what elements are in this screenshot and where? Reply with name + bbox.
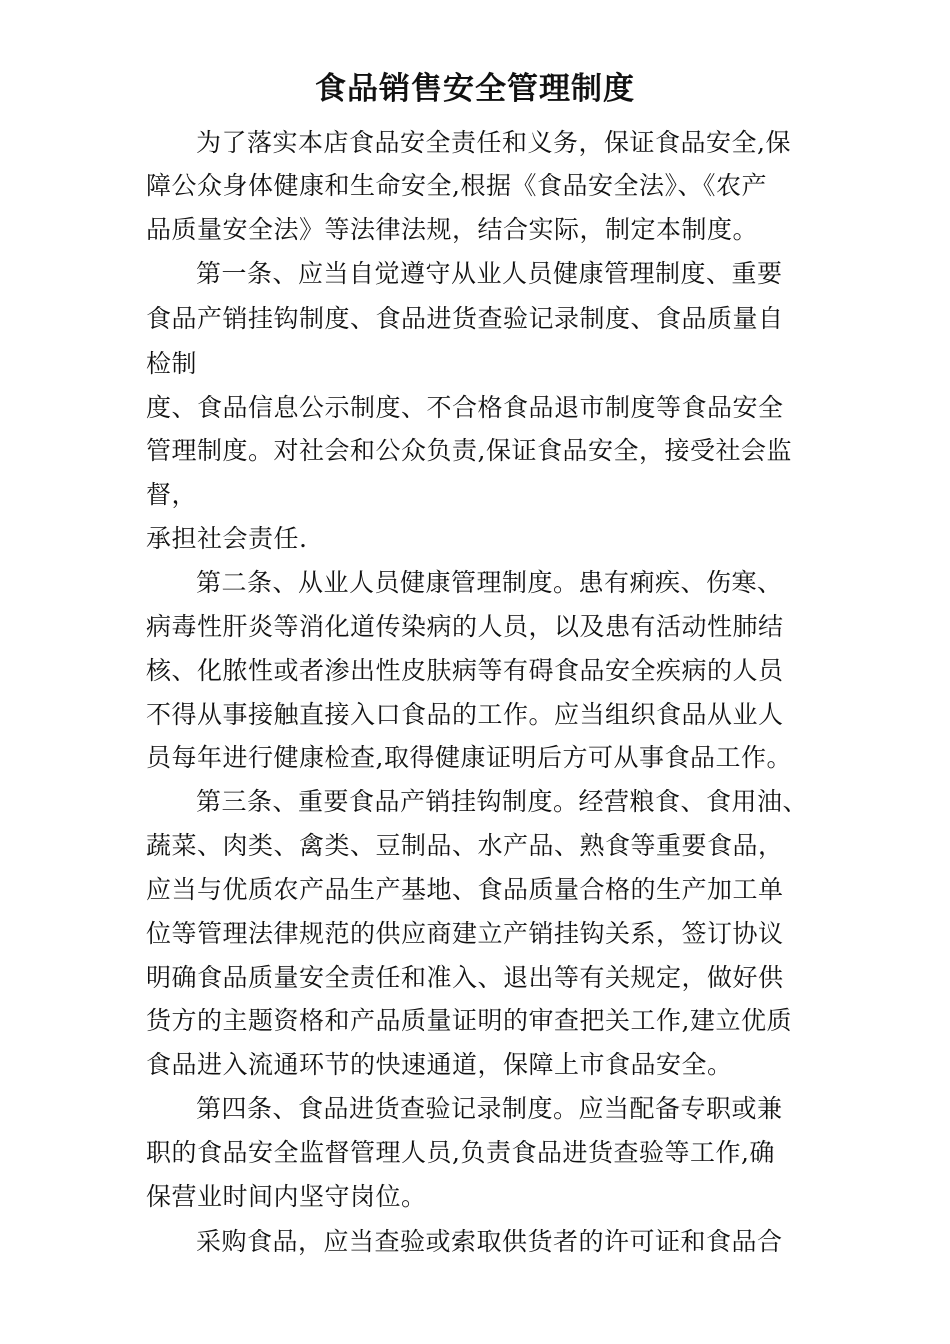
paragraph-line: 食品进入流通环节的快速通道，保障上市食品安全。	[146, 1050, 733, 1079]
paragraph-line: 采购食品，应当查验或索取供货者的许可证和食品合	[196, 1227, 783, 1256]
paragraph-line: 检制	[146, 349, 198, 378]
document-title: 食品销售安全管理制度	[315, 71, 635, 107]
paragraph-line: 明确食品质量安全责任和准入、退出等有关规定，做好供	[146, 963, 784, 992]
paragraph-line: 蔬菜、肉类、禽类、豆制品、水产品、熟食等重要食品，	[146, 831, 784, 860]
paragraph-line: 保营业时间内坚守岗位。	[146, 1182, 427, 1211]
paragraph-line: 第二条、从业人员健康管理制度。患有痢疾、伤寒、	[196, 568, 783, 597]
paragraph-line: 核、化脓性或者渗出性皮肤病等有碍食品安全疾病的人员	[146, 656, 784, 685]
paragraph-line: 第一条、应当自觉遵守从业人员健康管理制度、重要	[196, 259, 783, 288]
paragraph-line: 障公众身体健康和生命安全,根据《食品安全法》、《农产	[146, 171, 767, 200]
paragraph-line: 职的食品安全监督管理人员,负责食品进货查验等工作,确	[146, 1138, 775, 1167]
paragraph-line: 货方的主题资格和产品质量证明的审查把关工作,建立优质	[146, 1006, 792, 1035]
paragraph-line: 第四条、食品进货查验记录制度。应当配备专职或兼	[196, 1094, 783, 1123]
paragraph-line: 员每年进行健康检查,取得健康证明后方可从事食品工作。	[146, 743, 792, 772]
paragraph-line: 位等管理法律规范的供应商建立产销挂钩关系，签订协议	[146, 919, 784, 948]
paragraph-line: 第三条、重要食品产销挂钩制度。经营粮食、食用油、	[196, 787, 809, 816]
paragraph-line: 病毒性肝炎等消化道传染病的人员，以及患有活动性肺结	[146, 612, 784, 641]
paragraph-line: 应当与优质农产品生产基地、食品质量合格的生产加工单	[146, 875, 784, 904]
paragraph-line: 管理制度。对社会和公众负责,保证食品安全，接受社会监	[146, 436, 792, 465]
paragraph-line: 度、食品信息公示制度、不合格食品退市制度等食品安全	[146, 393, 784, 422]
paragraph-line: 督，	[146, 480, 198, 509]
paragraph-line: 为了落实本店食品安全责任和义务，保证食品安全,保	[196, 128, 791, 157]
paragraph-line: 不得从事接触直接入口食品的工作。应当组织食品从业人	[146, 700, 784, 729]
paragraph-line: 承担社会责任.	[146, 524, 308, 553]
paragraph-line: 品质量安全法》等法律法规，结合实际，制定本制度。	[146, 215, 759, 244]
paragraph-line: 食品产销挂钩制度、食品进货查验记录制度、食品质量自	[146, 304, 784, 333]
